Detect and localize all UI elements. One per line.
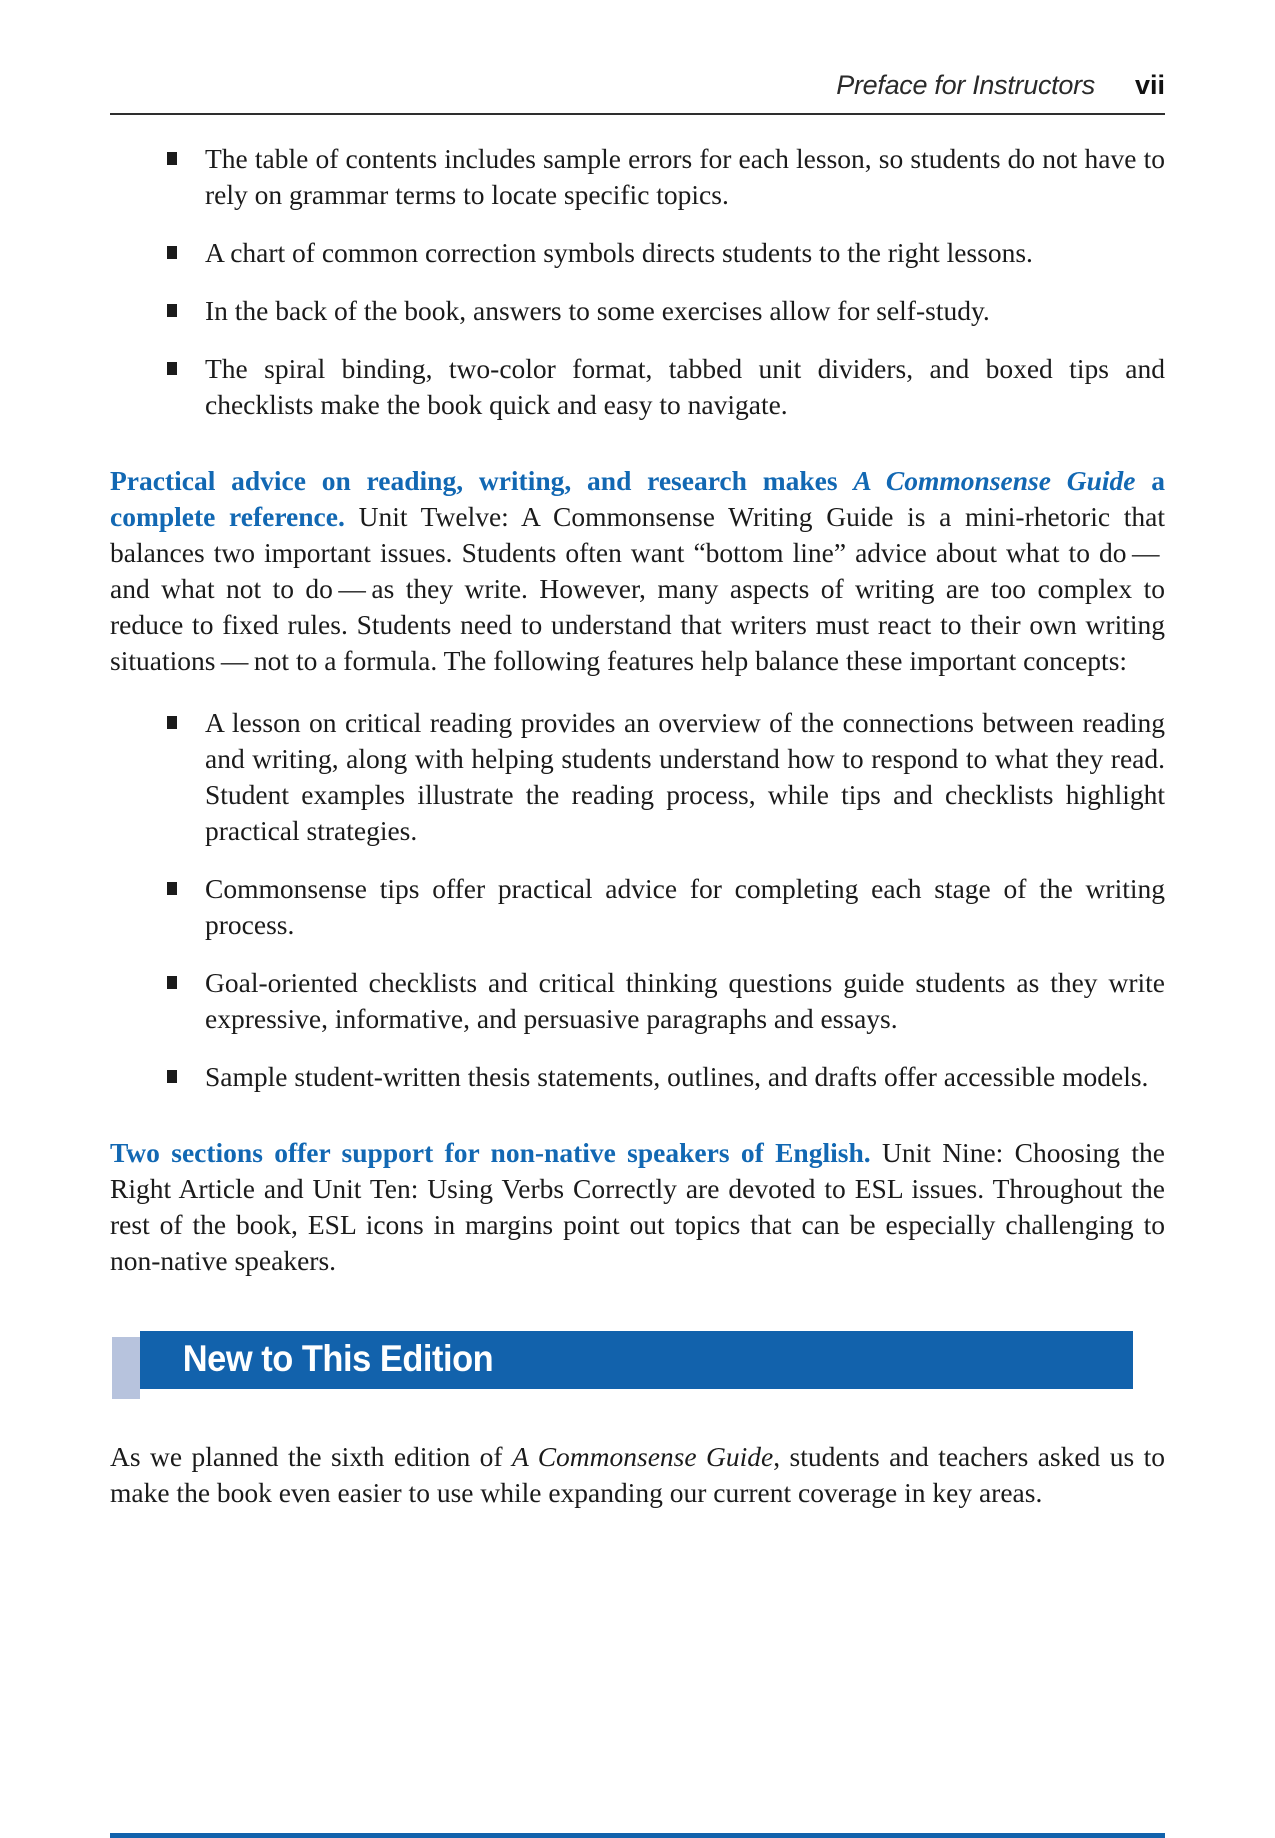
run-in-heading: Two sections offer support for non-native speakers of English. (110, 1137, 871, 1168)
run-in-heading-book-title: A Commonsense Guide (853, 465, 1136, 496)
paragraph-new-edition (110, 1439, 1165, 1511)
banner-bar (140, 1331, 1133, 1389)
run-in-heading: a complete reference. (110, 465, 1166, 532)
text-column (110, 0, 1165, 1511)
feature-list-middle (110, 705, 1165, 1095)
list-item (110, 1059, 1165, 1095)
paragraph-practical-advice (110, 463, 1165, 679)
paragraph-text: Unit Twelve: A Commonsense Writing Guide is a mini-rhetoric that balances two important issues. Students often want “bottom line” advice about what to do — and what not to do — as they write. However, many aspects of writing are too complex to reduce to fixed rules. Students need to understand that writers must react to their own writing situations — not to a formula. The following features help balance these important concepts: (110, 501, 1165, 676)
list-item-text: The spiral binding, two-color format, tabbed unit dividers, and boxed tips and checklists make the book quick and easy to navigate. (205, 353, 1165, 420)
paragraph-two-sections (110, 1135, 1165, 1279)
paragraph-text: As we planned the sixth edition of (110, 1441, 512, 1472)
list-item (110, 705, 1165, 849)
paragraph-text: , students and teachers asked us to make the book even easier to use while expanding our current coverage in key areas. (110, 1441, 1165, 1508)
next-section-rule-cropped (110, 1833, 1165, 1838)
list-item (110, 141, 1165, 213)
section-banner (110, 1331, 1165, 1395)
list-item-text: A lesson on critical reading provides an overview of the connections between reading and writing, along with helping students understand how to respond to what they read. Student examples illustrate the reading process, while tips and checklists highlight practical strategies. (205, 707, 1165, 846)
list-item (110, 235, 1165, 271)
list-item (110, 871, 1165, 943)
list-item (110, 351, 1165, 423)
list-item-text: A chart of common correction symbols directs students to the right lessons. (205, 237, 1033, 268)
list-item-text: Goal-oriented checklists and critical thinking questions guide students as they write expressive, informative, and persuasive paragraphs and essays. (205, 967, 1165, 1034)
feature-list-top (110, 141, 1165, 423)
section-title: New to This Edition (182, 1338, 494, 1379)
run-in-heading: Practical advice on reading, writing, and research makes (110, 465, 854, 496)
banner-accent-strip (112, 1337, 140, 1399)
list-item-text: In the back of the book, answers to some exercises allow for self-study. (205, 295, 990, 326)
page-header (110, 0, 1165, 101)
running-head: Preface for Instructors (836, 70, 1095, 100)
list-item-text: Commonsense tips offer practical advice for completing each stage of the writing process. (205, 873, 1165, 940)
paragraph-text: Unit Nine: Choosing the Right Article and Unit Ten: Using Verbs Correctly are devoted to ESL issues. Throughout the rest of the book, ESL icons in margins point out topics that can be especially challenging to non-native speakers. (110, 1137, 1165, 1276)
page-number: vii (1134, 70, 1165, 100)
list-item (110, 293, 1165, 329)
list-item-text: The table of contents includes sample errors for each lesson, so students do not have to rely on grammar terms to locate specific topics. (205, 143, 1165, 210)
list-item-text: Sample student-written thesis statements, outlines, and drafts offer accessible models. (205, 1061, 1149, 1092)
list-item (110, 965, 1165, 1037)
book-title: A Commonsense Guide (511, 1441, 774, 1472)
header-rule (110, 113, 1165, 115)
